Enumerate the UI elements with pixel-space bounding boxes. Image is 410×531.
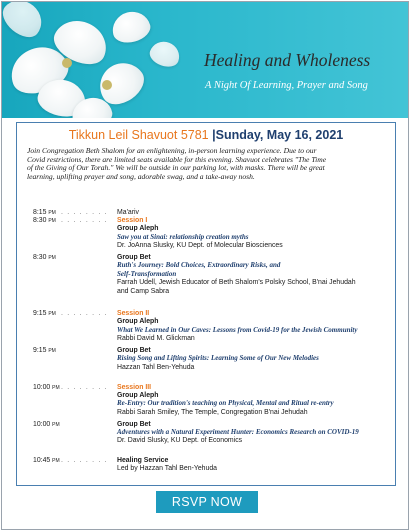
schedule-group: Group Bet [117, 254, 151, 261]
schedule-time-pm: PM [52, 385, 60, 391]
event-name: Tikkun Leil Shavuot 5781 [68, 128, 209, 142]
schedule-row [17, 363, 395, 374]
schedule-time-pm: PM [48, 210, 56, 216]
intro-line: Covid restrictions, there are limited seats available for this evening. Shavuot celebrates "The Time [27, 154, 327, 164]
orchid-petal-icon [2, 2, 49, 44]
schedule-speaker: and Camp Sabra [117, 288, 170, 295]
event-content [16, 122, 396, 486]
schedule-talk: Re-Entry: Our tradition's teaching on Physical, Mental and Ritual re-entry [117, 399, 334, 407]
leader-dots: . . . . . . . . [61, 310, 108, 317]
schedule-speaker: Dr. JoAnna Slusky, KU Dept. of Molecular Biosciences [117, 242, 283, 249]
schedule-talk: Adventures with a Natural Experiment Hunter: Economics Research on COVID-19 [117, 428, 359, 436]
schedule-speaker: Led by Hazzan Tahl Ben-Yehuda [117, 465, 217, 472]
orchid-petal-icon [109, 8, 153, 47]
schedule-speaker: Rabbi David M. Glickman [117, 335, 195, 342]
schedule-time-pm: PM [52, 458, 60, 464]
schedule-speaker: Ma'ariv [117, 209, 139, 216]
schedule-row [17, 464, 395, 475]
schedule-group: Group Aleph [117, 225, 159, 232]
schedule-time-value: 8:15 [33, 209, 47, 216]
schedule-time-value: 8:30 [33, 217, 47, 224]
schedule-talk: Ruth's Journey: Bold Choices, Extraordinary Risks, and [117, 261, 281, 269]
schedule-row [17, 436, 395, 447]
intro-line: Join Congregation Beth Shalom for an enlightening, in-person learning experience. Due to our [27, 146, 317, 155]
intro-line: of the Giving of Our Torah." We will be outside in our parking lot, with masks. There will be great [27, 163, 325, 173]
intro-paragraph [27, 147, 389, 181]
orchid-petal-icon [147, 38, 183, 71]
schedule-talk: What We Learned in Our Caves: Lessons from Covid-19 for the Jewish Community [117, 326, 358, 334]
schedule-group: Group Aleph [117, 318, 159, 325]
leader-dots: . . . . . . . . [61, 217, 108, 224]
header-banner [2, 2, 408, 118]
intro-line: learning, uplifting prayer and song, adorable swag, and a take-away nosh. [27, 171, 255, 181]
schedule-time-pm: PM [48, 255, 56, 261]
event-date: Sunday, May 16, 2021 [215, 128, 344, 142]
schedule-group: Group Aleph [117, 392, 159, 399]
schedule-time-pm: PM [52, 422, 60, 428]
rsvp-button[interactable]: RSVP NOW [156, 491, 258, 513]
schedule-speaker: Rabbi Sarah Smiley, The Temple, Congregation B'nai Jehudah [117, 409, 308, 416]
schedule-time-pm: PM [48, 348, 56, 354]
schedule-talk: Self-Transformation [117, 270, 177, 278]
schedule-session: Session I [117, 217, 148, 224]
schedule-row [17, 408, 395, 419]
schedule-talk: Rising Song and Lifting Spirits: Learning Some of Our New Melodies [117, 354, 319, 362]
page-subtitle: A Night Of Learning, Prayer and Song [205, 80, 368, 91]
flyer-frame [1, 1, 409, 530]
schedule-group: Group Bet [117, 347, 151, 354]
orchid-center-icon [62, 58, 72, 68]
event-heading [17, 128, 395, 142]
schedule-time-value: 9:15 [33, 310, 47, 317]
schedule-time-value: 10:00 [33, 421, 51, 428]
schedule-time-value: 10:45 [33, 457, 51, 464]
page-title: Healing and Wholeness [204, 50, 371, 70]
schedule-speaker: Dr. David Slusky, KU Dept. of Economics [117, 437, 243, 444]
schedule-time-value: 8:30 [33, 254, 47, 261]
schedule-group: Healing Service [117, 457, 169, 464]
schedule-session: Session III [117, 384, 152, 391]
leader-dots: . . . . . . . . [61, 209, 108, 216]
schedule-time-value: 9:15 [33, 347, 47, 354]
leader-dots: . . . . . . . . [61, 384, 108, 391]
schedule-session: Session II [117, 310, 150, 317]
schedule-row [17, 334, 395, 345]
orchid-center-icon [102, 80, 112, 90]
leader-dots: . . . . . . . . [61, 457, 108, 464]
schedule-group: Group Bet [117, 421, 151, 428]
schedule-row [17, 241, 395, 252]
schedule-time-value: 10:00 [33, 384, 51, 391]
schedule-talk: Saw you at Sinai: relationship creation myths [117, 233, 249, 241]
event-separator: | [208, 128, 216, 142]
schedule-time-pm: PM [48, 218, 56, 224]
schedule-time-pm: PM [48, 311, 56, 317]
schedule-speaker: Farrah Udell, Jewish Educator of Beth Shalom's Polsky School, B'nai Jehudah [117, 279, 356, 286]
schedule-speaker: Hazzan Tahl Ben-Yehuda [117, 364, 195, 371]
schedule-row [17, 287, 395, 298]
